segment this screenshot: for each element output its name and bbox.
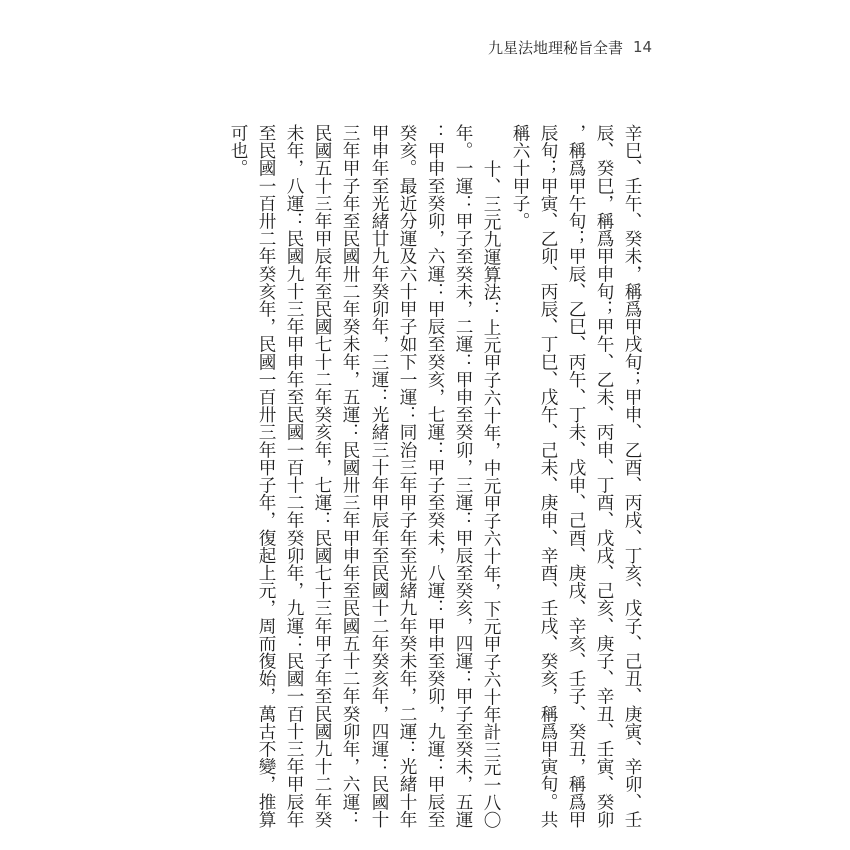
text-column-3: ，稱爲甲午旬；甲辰、乙巳、丙午、丁未、戊申、己酉、庚戌、辛亥、壬子、癸丑，稱爲甲 bbox=[566, 124, 586, 828]
text-column-1: 辛巳、壬午、癸未，稱爲甲戌旬；甲申、乙酉、丙戌、丁亥、戊子、己丑、庚寅、辛卯、壬 bbox=[622, 124, 642, 828]
text-column-13: 未年，八運：民國九十三年甲申年至民國一百十二年癸卯年，九運：民國一百十三年甲辰年 bbox=[284, 124, 304, 828]
page-number: 14 bbox=[633, 38, 653, 56]
text-column-8: ：甲申至癸卯，六運：甲辰至癸亥，七運：甲子至癸未，八運：甲申至癸卯，九運：甲辰至 bbox=[425, 124, 445, 828]
text-column-15: 可也。 bbox=[228, 124, 248, 177]
text-column-10: 甲申年至光緒廿九年癸卯年，三運：光緒三十年甲辰年至民國十二年癸亥年，四運：民國十 bbox=[369, 124, 389, 828]
text-column-5: 稱六十甲子。 bbox=[510, 124, 530, 230]
text-column-7: 年。一運：甲子至癸未，二運：甲申至癸卯，三運：甲辰至癸亥，四運：甲子至癸未，五運 bbox=[453, 124, 473, 828]
text-column-14: 至民國一百卅二年癸亥年，民國一百卅三年甲子年，復起上元，周而復始，萬古不變，推算 bbox=[256, 124, 276, 828]
text-column-9: 癸亥。最近分運及六十甲子如下一運：同治三年甲子年至光緒九年癸未年，二運：光緒十年 bbox=[397, 124, 417, 828]
text-column-12: 民國五十三年甲辰年至民國七十二年癸亥年，七運：民國七十三年甲子年至民國九十二年癸 bbox=[312, 124, 332, 828]
text-column-11: 三年甲子年至民國卅二年癸未年，五運：民國卅三年甲申年至民國五十二年癸卯年，六運： bbox=[340, 124, 360, 828]
book-title: 九星法地理秘旨全書 bbox=[488, 38, 624, 57]
section-heading-column: 十、三元九運算法：上元甲子六十年，中元甲子六十年，下元甲子六十年計三元一八〇 bbox=[481, 160, 501, 829]
text-column-2: 辰、癸巳，稱爲甲申旬；甲午、乙未、丙申、丁酉、戊戌、己亥、庚子、辛丑、壬寅、癸卯 bbox=[594, 124, 614, 828]
text-column-4: 辰旬；甲寅、乙卯、丙辰、丁巳、戊午、己未、庚申、辛酉、壬戌、癸亥，稱爲甲寅旬。共 bbox=[538, 124, 558, 828]
